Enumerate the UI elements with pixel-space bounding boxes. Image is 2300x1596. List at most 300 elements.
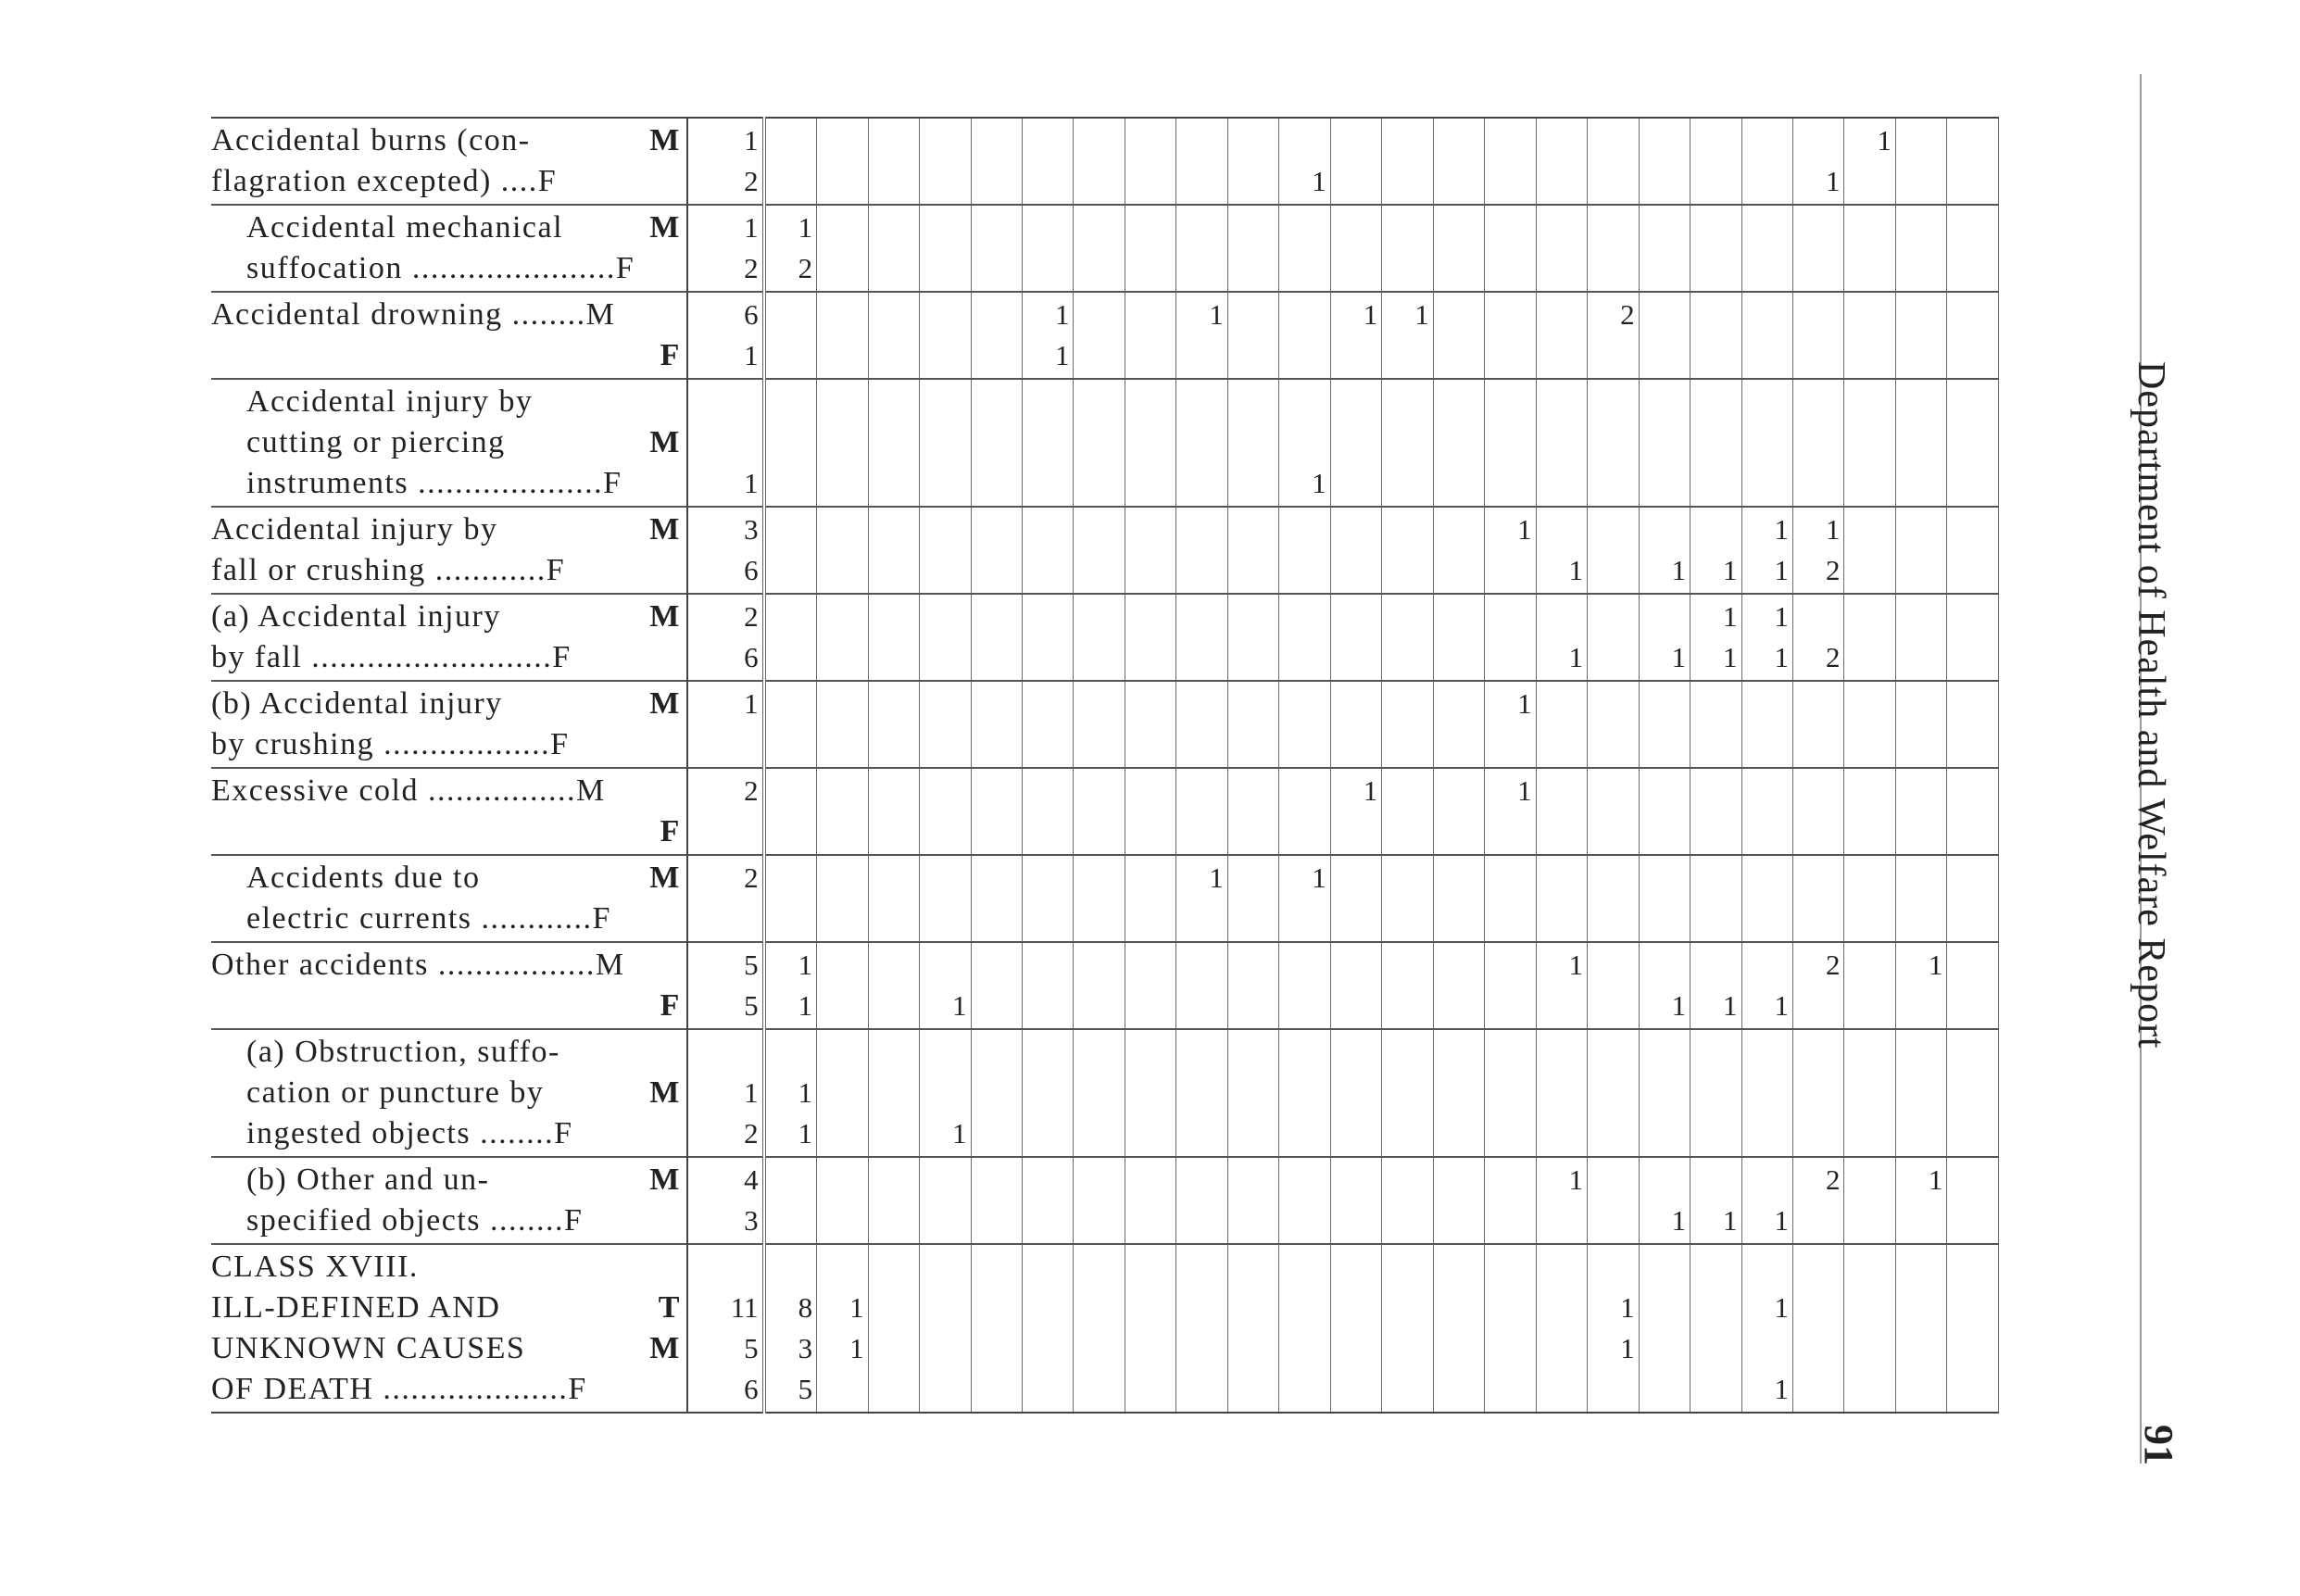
- count-value: [1176, 120, 1223, 161]
- count-value: [1074, 295, 1120, 335]
- count-cell: [1947, 379, 1999, 507]
- count-value: [1947, 858, 1994, 899]
- count-cell: [817, 205, 868, 292]
- count-value: [1690, 1073, 1737, 1113]
- cause-label-text: by crushing ..................F: [211, 727, 570, 761]
- cause-label-cell: [211, 1157, 687, 1244]
- count-value: [817, 120, 863, 161]
- count-value: [1844, 899, 1891, 939]
- count-value: [920, 1160, 966, 1200]
- count-value: [1485, 295, 1531, 335]
- count-value: [1382, 986, 1428, 1026]
- count-cell: [971, 379, 1022, 507]
- count-value: [972, 684, 1018, 724]
- count-cell: [1227, 942, 1278, 1029]
- count-value: [1023, 899, 1069, 939]
- count-value: [1023, 248, 1069, 289]
- count-value: [1125, 161, 1172, 202]
- count-cell: [1947, 855, 1999, 942]
- count-value: [1228, 1160, 1275, 1200]
- count-value: [1485, 335, 1531, 376]
- count-value: [1844, 1247, 1891, 1288]
- count-value: [1228, 550, 1275, 591]
- count-value: [1228, 1073, 1275, 1113]
- count-value: [920, 811, 966, 852]
- total-value: 5: [744, 949, 759, 981]
- count-value: [1537, 161, 1583, 202]
- count-value: [1537, 509, 1583, 550]
- count-value: [1023, 1328, 1069, 1369]
- count-value: [1947, 771, 1994, 811]
- count-value: [1844, 207, 1891, 248]
- count-cell: [868, 292, 919, 379]
- count-value: [1896, 986, 1942, 1026]
- count-value: [1742, 161, 1789, 202]
- count-cell: [1947, 292, 1999, 379]
- count-cell: [1176, 1244, 1227, 1413]
- running-head: Department of Health and Welfare Report: [2130, 361, 2172, 1049]
- total-value: 2: [744, 774, 759, 807]
- count-value: [869, 382, 915, 422]
- cause-label-line: [211, 382, 686, 422]
- count-value: [1690, 771, 1737, 811]
- count-cell: [1741, 1157, 1792, 1244]
- count-cell: [1793, 118, 1844, 205]
- count-cell: [817, 507, 868, 594]
- count-cell: [1844, 379, 1895, 507]
- count-value: [1588, 382, 1634, 422]
- count-value: [869, 1288, 915, 1328]
- count-value: [1640, 771, 1686, 811]
- sex-marker: [655, 1247, 681, 1288]
- count-value: [817, 811, 863, 852]
- count-value: [1382, 1247, 1428, 1288]
- count-value: [920, 637, 966, 678]
- count-value: [1690, 684, 1737, 724]
- count-value: [1434, 1032, 1480, 1073]
- count-value: [1793, 771, 1840, 811]
- total-cell: [687, 855, 764, 942]
- count-cell: [971, 507, 1022, 594]
- count-value: [1537, 684, 1583, 724]
- count-value: [1125, 1288, 1172, 1328]
- count-value: [1896, 1032, 1942, 1073]
- count-value: [1640, 684, 1686, 724]
- count-value: [1074, 1032, 1120, 1073]
- count-value: [1896, 858, 1942, 899]
- count-value: [1537, 1113, 1583, 1154]
- count-value: [1588, 509, 1634, 550]
- count-value: [1896, 248, 1942, 289]
- count-value: [1023, 1288, 1069, 1328]
- count-cell: [1895, 681, 1946, 768]
- count-cell: [1844, 681, 1895, 768]
- total-value: 1: [744, 1076, 759, 1109]
- count-value: [1485, 986, 1531, 1026]
- count-value: [1844, 858, 1891, 899]
- count-value: [1742, 684, 1789, 724]
- count-value: [1176, 771, 1223, 811]
- cause-label-text: ILL-DEFINED AND: [211, 1290, 501, 1325]
- count-cell: [1895, 118, 1946, 205]
- count-value: [1074, 382, 1120, 422]
- count-value: 1: [952, 1117, 967, 1150]
- count-value: [1537, 120, 1583, 161]
- count-value: [1279, 1160, 1326, 1200]
- cause-label-line: [211, 1328, 686, 1369]
- count-value: [869, 1032, 915, 1073]
- count-cell: [1330, 118, 1381, 205]
- count-value: [1279, 945, 1326, 986]
- total-cell: [687, 681, 764, 768]
- count-value: [1228, 207, 1275, 248]
- count-value: [1742, 120, 1789, 161]
- count-value: [1640, 1288, 1686, 1328]
- count-cell: [1330, 768, 1381, 855]
- count-cell: [1074, 942, 1125, 1029]
- count-cell: [1690, 855, 1741, 942]
- count-value: [1074, 684, 1120, 724]
- count-value: 2: [1825, 1163, 1841, 1196]
- cause-label-line: [211, 1032, 686, 1073]
- total-cell: [687, 205, 764, 292]
- count-cell: [1895, 768, 1946, 855]
- count-value: [1331, 986, 1377, 1026]
- count-value: [1485, 207, 1531, 248]
- count-value: [1125, 550, 1172, 591]
- count-value: 1: [798, 989, 813, 1022]
- count-cell: [1947, 1157, 1999, 1244]
- count-cell: [1639, 1244, 1690, 1413]
- count-value: [1382, 335, 1428, 376]
- count-value: [817, 1073, 863, 1113]
- table-row: [211, 507, 1999, 594]
- count-value: [1434, 724, 1480, 765]
- count-value: [1434, 986, 1480, 1026]
- count-value: [869, 811, 915, 852]
- cause-label-text: instruments ....................F: [246, 466, 622, 500]
- count-value: [1023, 120, 1069, 161]
- count-cell: [971, 942, 1022, 1029]
- count-cell: [1176, 942, 1227, 1029]
- cause-label-line: [211, 1288, 686, 1328]
- count-cell: [1433, 768, 1484, 855]
- count-value: [1074, 1247, 1120, 1288]
- count-cell: [1227, 292, 1278, 379]
- count-value: [1896, 509, 1942, 550]
- count-value: 1: [1312, 467, 1326, 499]
- count-cell: [1074, 379, 1125, 507]
- count-value: [1228, 509, 1275, 550]
- count-value: [1742, 463, 1789, 504]
- total-value: 3: [744, 513, 759, 546]
- count-cell: [817, 118, 868, 205]
- count-value: [1176, 161, 1223, 202]
- count-cell: [1176, 681, 1227, 768]
- count-value: [920, 1369, 966, 1410]
- count-cell: [1588, 681, 1639, 768]
- count-cell: [764, 1029, 817, 1157]
- count-value: 1: [1414, 298, 1429, 331]
- count-value: [1176, 335, 1223, 376]
- count-value: [920, 463, 966, 504]
- count-value: [1896, 1113, 1942, 1154]
- count-value: [1125, 422, 1172, 463]
- count-value: [1588, 248, 1634, 289]
- count-cell: [817, 379, 868, 507]
- count-value: [920, 945, 966, 986]
- count-value: [1176, 463, 1223, 504]
- count-value: [817, 207, 863, 248]
- count-value: [1537, 463, 1583, 504]
- count-value: [1074, 463, 1120, 504]
- count-value: [1125, 899, 1172, 939]
- count-value: [1896, 637, 1942, 678]
- count-cell: [868, 594, 919, 681]
- count-value: [972, 945, 1018, 986]
- count-value: [869, 1369, 915, 1410]
- count-value: [1485, 1247, 1531, 1288]
- count-value: [1434, 945, 1480, 986]
- count-value: [1331, 945, 1377, 986]
- count-value: [1228, 986, 1275, 1026]
- count-value: [1690, 207, 1737, 248]
- count-cell: [1793, 681, 1844, 768]
- count-value: 1: [1517, 513, 1532, 546]
- count-value: [1074, 207, 1120, 248]
- total-value: 1: [744, 124, 759, 157]
- count-cell: [1279, 205, 1330, 292]
- count-cell: [1176, 1157, 1227, 1244]
- count-value: [1690, 463, 1737, 504]
- count-value: [1793, 724, 1840, 765]
- count-value: [1434, 899, 1480, 939]
- count-cell: [1022, 681, 1073, 768]
- count-value: [1844, 1369, 1891, 1410]
- count-value: [869, 207, 915, 248]
- sex-marker: M: [649, 1075, 681, 1110]
- count-cell: [764, 1157, 817, 1244]
- count-cell: [1074, 292, 1125, 379]
- count-value: [972, 1073, 1018, 1113]
- total-value: 11: [730, 1291, 759, 1324]
- count-value: [1844, 771, 1891, 811]
- cause-label-text: Accidental mechanical: [246, 210, 564, 245]
- count-value: [1434, 1369, 1480, 1410]
- count-value: [1331, 207, 1377, 248]
- count-cell: [1022, 1029, 1073, 1157]
- count-value: [920, 295, 966, 335]
- count-value: [1793, 899, 1840, 939]
- count-value: [1382, 945, 1428, 986]
- count-value: [1947, 1247, 1994, 1288]
- count-value: [1228, 597, 1275, 637]
- count-value: [1844, 463, 1891, 504]
- count-value: [1382, 1073, 1428, 1113]
- count-value: [1844, 1113, 1891, 1154]
- count-cell: [1895, 507, 1946, 594]
- table-row: [211, 379, 1999, 507]
- cause-label-cell: [211, 942, 687, 1029]
- count-value: [1690, 858, 1737, 899]
- count-cell: [1382, 507, 1433, 594]
- count-value: [1947, 1073, 1994, 1113]
- count-cell: [920, 292, 971, 379]
- count-value: [817, 771, 863, 811]
- count-value: 2: [798, 252, 813, 284]
- count-cell: [1176, 379, 1227, 507]
- count-value: [817, 248, 863, 289]
- count-cell: [1844, 1157, 1895, 1244]
- count-value: [1844, 550, 1891, 591]
- count-value: [920, 1247, 966, 1288]
- count-cell: [764, 379, 817, 507]
- count-value: [1074, 1073, 1120, 1113]
- count-value: [1947, 637, 1994, 678]
- count-value: [817, 986, 863, 1026]
- count-value: [1228, 771, 1275, 811]
- count-value: [1742, 382, 1789, 422]
- count-value: [1125, 1328, 1172, 1369]
- count-cell: [1433, 1244, 1484, 1413]
- count-value: [1844, 1160, 1891, 1200]
- count-value: [1382, 422, 1428, 463]
- count-value: [1640, 945, 1686, 986]
- count-cell: [1279, 507, 1330, 594]
- sex-marker: M: [649, 123, 681, 157]
- count-value: [766, 1160, 813, 1200]
- total-value: 1: [744, 211, 759, 244]
- count-cell: [1588, 118, 1639, 205]
- count-value: [766, 771, 813, 811]
- count-value: [920, 382, 966, 422]
- count-value: [766, 899, 813, 939]
- count-value: [766, 858, 813, 899]
- count-cell: [1639, 768, 1690, 855]
- count-value: [1023, 771, 1069, 811]
- count-value: [1588, 161, 1634, 202]
- count-cell: [1330, 379, 1381, 507]
- count-value: [1434, 858, 1480, 899]
- count-value: [1690, 1328, 1737, 1369]
- count-value: [1023, 1073, 1069, 1113]
- count-cell: [1741, 507, 1792, 594]
- count-cell: [868, 1244, 919, 1413]
- count-value: [1742, 945, 1789, 986]
- total-value: 2: [744, 861, 759, 894]
- count-cell: [1125, 681, 1175, 768]
- sex-marker: [655, 1032, 681, 1073]
- count-cell: [1947, 1244, 1999, 1413]
- total-value: 2: [744, 600, 759, 633]
- sex-marker: [655, 637, 681, 678]
- count-cell: [1382, 942, 1433, 1029]
- count-value: [1279, 637, 1326, 678]
- count-cell: [817, 855, 868, 942]
- count-cell: [920, 855, 971, 942]
- total-value: 1: [744, 339, 759, 371]
- count-value: [1640, 1073, 1686, 1113]
- count-cell: [1844, 118, 1895, 205]
- count-value: [1434, 422, 1480, 463]
- count-value: [817, 295, 863, 335]
- count-cell: [920, 681, 971, 768]
- sex-marker: F: [660, 338, 681, 372]
- count-cell: [1741, 942, 1792, 1029]
- cause-label-cell: [211, 1029, 687, 1157]
- sex-marker: [655, 463, 681, 504]
- count-value: [1896, 550, 1942, 591]
- count-value: [869, 986, 915, 1026]
- count-value: [1896, 811, 1942, 852]
- sex-marker: [655, 771, 681, 811]
- cause-label-text: electric currents ............F: [246, 901, 611, 936]
- count-cell: [1639, 292, 1690, 379]
- count-value: [1228, 248, 1275, 289]
- count-value: [1690, 724, 1737, 765]
- count-cell: [1690, 1244, 1741, 1413]
- count-value: 1: [1774, 1373, 1789, 1405]
- count-value: 1: [1723, 1204, 1738, 1237]
- count-value: [920, 335, 966, 376]
- count-cell: [1279, 768, 1330, 855]
- cause-label-text: Accidental drowning ........M: [211, 297, 616, 332]
- count-value: [1228, 335, 1275, 376]
- count-value: [1896, 1073, 1942, 1113]
- cause-label-line: [211, 986, 686, 1026]
- count-value: [817, 335, 863, 376]
- count-value: [1023, 724, 1069, 765]
- count-cell: [1536, 768, 1587, 855]
- count-value: 1: [1825, 513, 1841, 546]
- count-cell: [817, 942, 868, 1029]
- count-value: [1382, 684, 1428, 724]
- count-value: [1434, 335, 1480, 376]
- count-value: [1588, 120, 1634, 161]
- count-cell: [1485, 292, 1536, 379]
- count-value: [1947, 945, 1994, 986]
- count-value: [1279, 335, 1326, 376]
- count-value: [1176, 1247, 1223, 1288]
- count-value: [1074, 422, 1120, 463]
- count-cell: [1330, 292, 1381, 379]
- count-value: [1485, 1073, 1531, 1113]
- count-cell: [1485, 594, 1536, 681]
- count-cell: [1382, 768, 1433, 855]
- count-value: [1331, 597, 1377, 637]
- count-value: 1: [1825, 165, 1841, 197]
- cause-label-text: cation or puncture by: [246, 1075, 545, 1110]
- count-cell: [1895, 942, 1946, 1029]
- count-value: [1947, 463, 1994, 504]
- table-row: [211, 1029, 1999, 1157]
- mortality-table-body: [211, 118, 1999, 1413]
- total-value: [688, 811, 759, 852]
- count-cell: [1895, 292, 1946, 379]
- sex-marker: M: [649, 1162, 681, 1197]
- cause-label-text: by fall ..........................F: [211, 640, 572, 674]
- count-value: [1331, 899, 1377, 939]
- count-value: [972, 1032, 1018, 1073]
- count-value: [1331, 1200, 1377, 1241]
- count-cell: [1895, 594, 1946, 681]
- count-value: [1279, 684, 1326, 724]
- count-value: [1023, 858, 1069, 899]
- count-value: [1844, 248, 1891, 289]
- count-cell: [1690, 1029, 1741, 1157]
- count-value: [1588, 684, 1634, 724]
- count-cell: [1793, 1029, 1844, 1157]
